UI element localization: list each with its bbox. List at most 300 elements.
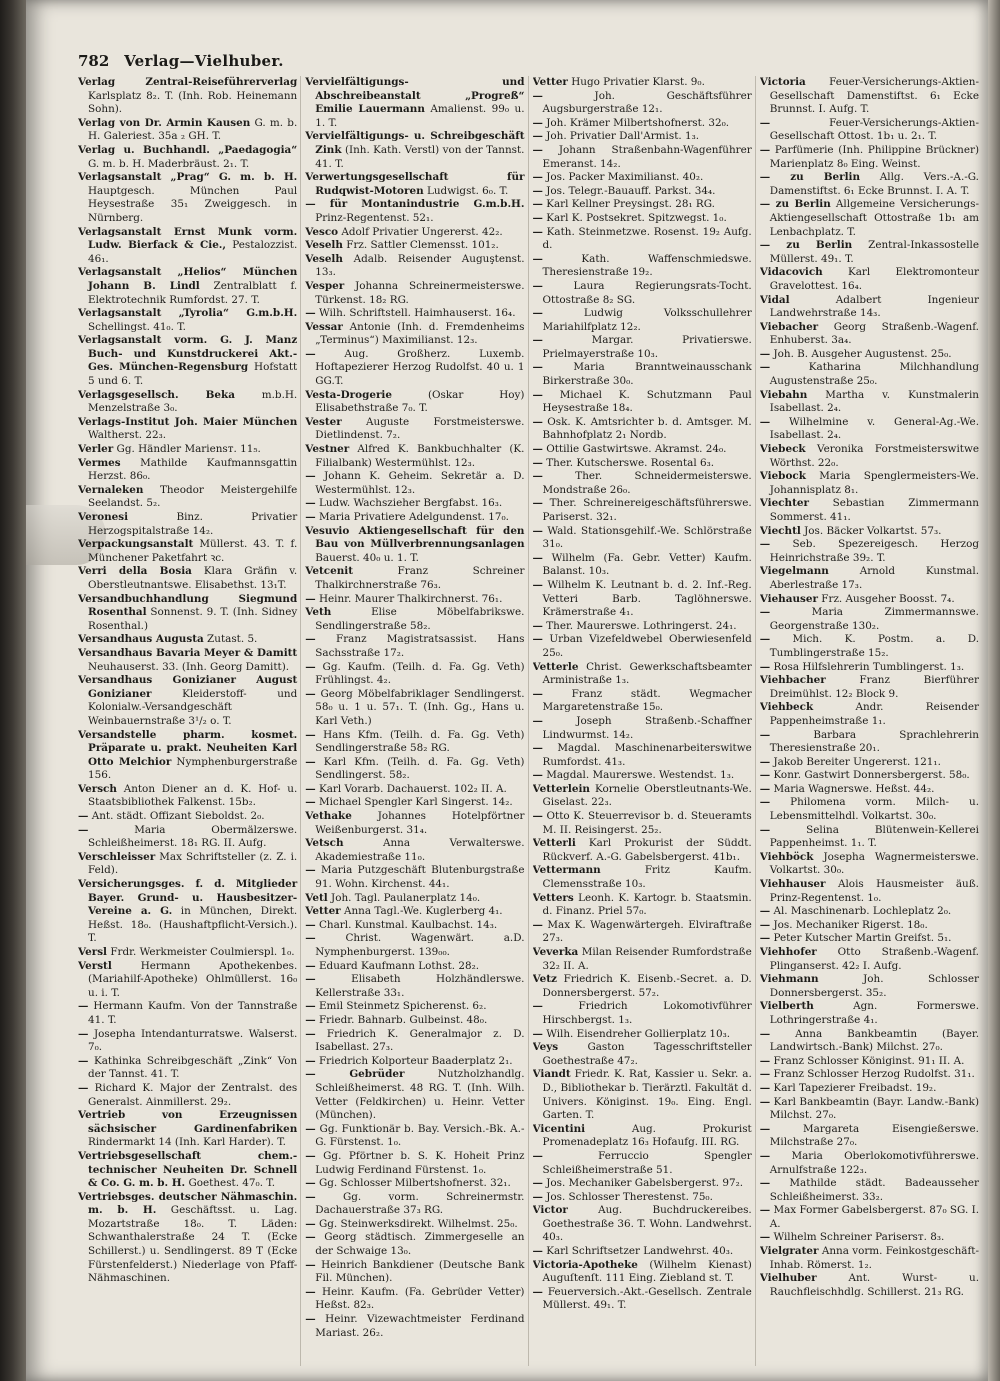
entry-name: — Gebrüder bbox=[305, 1068, 405, 1081]
entry-name: — bbox=[532, 497, 543, 510]
entry-name: Viehauser bbox=[759, 592, 818, 605]
directory-entry bbox=[533, 470, 752, 497]
entry-details: Gg. Steinwerksdirekt. Wilhelmst. 25₀. bbox=[318, 1217, 518, 1230]
entry-details: Gg. Kaufm. (Teilh. d. Fa. Gg. Veth) Frühlingst. 4₂. bbox=[315, 660, 525, 687]
directory-entry bbox=[533, 837, 752, 864]
directory-entry bbox=[305, 497, 524, 511]
directory-entry bbox=[305, 321, 524, 348]
entry-name: — bbox=[305, 1027, 316, 1040]
entry-name: Vetl bbox=[305, 891, 328, 904]
entry-details: Karl Bankbeamtin (Bayr. Landw.-Bank) Milchst. 27₀. bbox=[769, 1095, 979, 1122]
entry-details: Kath. Waffenschmiedswe. Theresienstraße 19₂. bbox=[542, 252, 752, 279]
entry-details: Hofstatt 5 und 6. T. bbox=[88, 361, 298, 388]
entry-name: — bbox=[759, 796, 771, 809]
entry-name: Vervielfältigungs- u. Schreibgeschäft Zink bbox=[305, 130, 525, 156]
entry-name: — bbox=[532, 742, 543, 755]
entry-name: — bbox=[759, 823, 771, 836]
directory-entry bbox=[305, 1218, 524, 1232]
directory-entry bbox=[305, 511, 524, 525]
entry-name: — bbox=[532, 1000, 543, 1013]
entry-name: — bbox=[305, 687, 316, 700]
entry-details: Pestalozzist. 46₁. bbox=[88, 239, 298, 265]
entry-details: Katharina Milchhandlung Augustenstraße 25₀. bbox=[769, 361, 979, 388]
directory-entry bbox=[760, 783, 979, 797]
directory-entry bbox=[533, 497, 752, 524]
entry-details: Philomena vorm. Milch- u. Lebensmittelhdl. Volkartst. 30₀. bbox=[769, 796, 980, 823]
entry-name: Vetterle bbox=[532, 660, 579, 673]
directory-entry bbox=[305, 1055, 524, 1069]
directory-entry bbox=[533, 1286, 752, 1313]
entry-details: Karl Kfm. (Teilh. d. Fa. Gg. Veth) Sendlingerst. 58₂. bbox=[315, 755, 525, 782]
entry-details: Franz Schreiner Thalkirchnerstraße 76₃. bbox=[315, 565, 525, 591]
entry-details: Franz Schlosser Königinst. 91₁ II. A. bbox=[773, 1054, 965, 1067]
entry-details: Johann Straßenbahn-Wagenführer Emeranst. 14₂. bbox=[542, 143, 752, 170]
entry-name: Viegelmann bbox=[759, 565, 829, 578]
entry-details: Karl Vorarb. Dachauerst. 102₂ II. A. bbox=[318, 782, 507, 795]
directory-entry bbox=[78, 307, 297, 334]
directory-entry bbox=[305, 1286, 524, 1313]
entry-details: Wilhelm K. Leutnant b. d. 2. Inf.-Reg. Vetteri Barb. Taglöhnerswe. Krämerstraße 4₁. bbox=[542, 578, 752, 619]
directory-entry bbox=[305, 76, 524, 130]
directory-entry bbox=[78, 647, 297, 674]
entry-details: Ther. Maurerswe. Lothringerst. 24₁. bbox=[546, 619, 737, 632]
entry-details: Aug. Prokurist Promenadeplatz 16₃ Hofaufg. III. RG. bbox=[542, 1122, 752, 1149]
entry-details: Laura Regierungsrats-Tocht. Ottostraße 8₂ SG. bbox=[542, 279, 752, 306]
directory-entry bbox=[78, 878, 297, 946]
entry-name: Verstl bbox=[78, 959, 112, 972]
entry-name: Verpackungsanstalt bbox=[78, 538, 194, 551]
entry-details: Friedrich Kolporteur Baaderplatz 2₁. bbox=[318, 1054, 513, 1067]
entry-name: Victoria bbox=[759, 76, 806, 88]
entry-details: Wilhelm Schreiner Parisersт. 8₃. bbox=[773, 1231, 945, 1244]
entry-details: Karl Schriftsetzer Landwehrst. 40₃. bbox=[546, 1245, 734, 1258]
entry-name: — bbox=[759, 116, 771, 129]
entry-details: Karl Tapezierer Freibadst. 19₂. bbox=[773, 1081, 937, 1094]
directory-entry bbox=[533, 1245, 752, 1259]
entry-name: — bbox=[305, 796, 316, 809]
entry-name: Verlag von Dr. Armin Kausen bbox=[78, 116, 251, 129]
directory-entry bbox=[760, 239, 979, 266]
entry-name: — bbox=[305, 307, 316, 320]
directory-entry bbox=[305, 783, 524, 797]
entry-name: — bbox=[305, 1054, 316, 1067]
entry-details: Anna Verwalterswe. Akademiestraße 11₀. bbox=[315, 837, 525, 863]
directory-entry bbox=[760, 497, 979, 524]
entry-details: Gg. Pförtner b. S. K. Hoheit Prinz Ludwig Ferdinand Fürstenst. 1₀. bbox=[315, 1149, 525, 1176]
entry-details: Christ. Wagenwärt. a.D. Nymphenburgerst. 139₀₀. bbox=[315, 932, 525, 958]
entry-name: — bbox=[532, 918, 543, 931]
entry-details: Zutast. 5. bbox=[207, 633, 258, 646]
directory-entry bbox=[305, 688, 524, 729]
directory-entry bbox=[533, 226, 752, 253]
entry-details: Franz städt. Wegmacher Margaretenstraße 15₀. bbox=[542, 687, 752, 714]
directory-entry bbox=[760, 946, 979, 973]
directory-entry bbox=[533, 185, 752, 199]
entry-name: — bbox=[759, 1068, 771, 1081]
directory-entry bbox=[305, 1123, 524, 1150]
entry-name: Viebacher bbox=[759, 320, 819, 333]
directory-entry bbox=[78, 851, 297, 878]
directory-entry bbox=[533, 919, 752, 946]
entry-name: Verlag u. Buchhandl. „Paedagogia“ bbox=[78, 143, 298, 156]
entry-name: Vesta-Drogerie bbox=[305, 388, 392, 401]
entry-name: — bbox=[532, 279, 543, 292]
entry-name: Vethake bbox=[305, 810, 352, 823]
entry-details: Richard K. Major der Zentralst. des Generalst. Ainmillerst. 29₂. bbox=[88, 1081, 298, 1108]
directory-entry bbox=[305, 565, 524, 592]
entry-name: — bbox=[532, 551, 543, 564]
entry-name: Vetter bbox=[532, 76, 568, 88]
entry-details: Leonh. K. Kartogr. b. Staatsmin. d. Finanz. Priel 57₀. bbox=[542, 891, 752, 918]
entry-name: Veys bbox=[532, 1041, 559, 1054]
entry-name: Verri della Bosia bbox=[78, 565, 192, 578]
entry-details: Jos. Packer Maximilianst. 40₂. bbox=[546, 171, 704, 184]
directory-entry bbox=[533, 769, 752, 783]
entry-details: Karl Kellner Preysingst. 28₁ RG. bbox=[546, 198, 715, 211]
directory-entry bbox=[305, 443, 524, 470]
directory-entry bbox=[760, 1082, 979, 1096]
entry-name: Viandt bbox=[532, 1068, 571, 1081]
entry-name: — bbox=[759, 1054, 771, 1067]
entry-details: Georg städtisch. Zimmergeselle an der Schwaige 13₀. bbox=[315, 1231, 525, 1258]
entry-name: — bbox=[759, 660, 771, 673]
entry-details: Elisabeth Holzhändlerswe. Kellerstraße 33₁. bbox=[315, 973, 525, 999]
entry-details: Friedrich Lokomotivführer Hirschbergst. 1₃. bbox=[542, 1000, 752, 1026]
directory-entry bbox=[78, 946, 297, 960]
directory-entry bbox=[533, 212, 752, 226]
entry-name: Veronesi bbox=[78, 511, 129, 523]
entry-name: Veverka bbox=[532, 946, 579, 958]
directory-entry bbox=[760, 538, 979, 565]
entry-details: Ludwigst. 6₀. T. bbox=[426, 184, 509, 197]
entry-details: Frz. Ausgeher Boosst. 7₄. bbox=[821, 592, 955, 605]
entry-details: m.b.H. Menzelstraße 3₀. bbox=[88, 388, 298, 415]
directory-entry bbox=[533, 1177, 752, 1191]
directory-entry bbox=[760, 633, 979, 660]
directory-entry bbox=[760, 661, 979, 675]
entry-name: Vestner bbox=[305, 443, 350, 456]
entry-details: Mich. K. Postm. a. D. Tumblingerstraße 15₂. bbox=[769, 633, 979, 659]
entry-details: Joh. B. Ausgeher Augustenst. 25₀. bbox=[773, 347, 952, 360]
entry-details: Magdal. Maschinenarbeiterswitwe Rumfordst. 41₃. bbox=[542, 742, 752, 768]
entry-name: — bbox=[532, 415, 543, 428]
directory-entry bbox=[305, 1177, 524, 1191]
entry-details: Joh. Tagl. Paulanerplatz 14₀. bbox=[331, 891, 481, 904]
entry-details: Urban Vizefeldwebel Oberwiesenfeld 25₀. bbox=[542, 633, 752, 659]
entry-name: Veselh bbox=[305, 252, 343, 265]
entry-details: Arnold Kunstmal. Aberlestraße 17₃. bbox=[769, 565, 979, 591]
entry-details: Max K. Wagenwärtergeh. Elviraftraße 27₃. bbox=[542, 918, 752, 945]
entry-details: Georg Straßenb.-Wagenf. Enhuberst. 3a₄. bbox=[769, 320, 979, 347]
entry-name: — für Montanindustrie G.m.b.H. bbox=[305, 198, 525, 211]
directory-entry bbox=[760, 76, 979, 117]
directory-entry bbox=[533, 973, 752, 1000]
directory-entry bbox=[533, 742, 752, 769]
directory-entry bbox=[533, 130, 752, 144]
directory-entry bbox=[760, 851, 979, 878]
directory-entry bbox=[760, 932, 979, 946]
directory-entry bbox=[760, 443, 979, 470]
entry-name: — bbox=[305, 347, 316, 360]
directory-entry bbox=[305, 1259, 524, 1286]
entry-details: Adalbert Ingenieur Landwehrstraße 14₃. bbox=[769, 293, 979, 320]
entry-name: — bbox=[759, 932, 771, 945]
entry-details: Anna Bankbeamtin (Bayer. Landwirtsch.-Bank) Milchst. 27₀. bbox=[769, 1027, 979, 1054]
entry-details: Frdr. Werkmeister Coulmierspl. 1₀. bbox=[110, 946, 295, 958]
entry-details: Konr. Gastwirt Donnersbergerst. 58₀. bbox=[773, 769, 970, 782]
entry-details: Peter Kutscher Martin Greifst. 5₁. bbox=[773, 932, 952, 945]
entry-details: (Inh. Kath. Verstl) von der Tannst. 41. T. bbox=[315, 143, 525, 170]
entry-details: Hugo Privatier Klarst. 9₀. bbox=[571, 76, 705, 88]
entry-details: Michael K. Schutzmann Paul Heysestraße 18₄. bbox=[542, 388, 752, 415]
entry-details: Fritz Kaufm. Clemensstraße 10₃. bbox=[542, 864, 752, 891]
directory-entry bbox=[760, 348, 979, 362]
entry-name: Viehhofer bbox=[759, 946, 817, 958]
directory-entry bbox=[533, 443, 752, 457]
directory-entry bbox=[760, 701, 979, 728]
entry-details: Maria Oberlokomotivführerswe. Arnulfstraße 122₃. bbox=[769, 1149, 979, 1176]
entry-name: — bbox=[305, 728, 316, 741]
entry-name: — bbox=[759, 143, 771, 156]
directory-entry bbox=[533, 633, 752, 660]
entry-name: — bbox=[759, 782, 771, 795]
entry-details: Parfümerie (Inh. Philippine Brückner) Marienplatz 8₀ Eing. Weinst. bbox=[769, 143, 980, 170]
entry-details: Otto Straßenb.-Wagenf. Plinganserst. 42₂ I. Aufg. bbox=[769, 946, 979, 972]
directory-entry bbox=[760, 1204, 979, 1231]
entry-name: Versandhaus Gonizianer August Gonizianer bbox=[78, 674, 298, 700]
entry-name: — bbox=[759, 633, 771, 646]
entry-name: Verschleisser bbox=[78, 850, 156, 863]
directory-entry bbox=[760, 565, 979, 592]
entry-name: — zu Berlin bbox=[759, 198, 831, 211]
directory-entry bbox=[760, 905, 979, 919]
entry-name: Vidal bbox=[759, 293, 790, 306]
entry-details: Andr. Reisender Pappenheimstraße 1₁. bbox=[769, 701, 979, 727]
directory-entry bbox=[533, 579, 752, 620]
entry-name: — bbox=[532, 116, 543, 129]
entry-details: Selina Blütenwein-Kellerei Pappenheimst. 1₁. T. bbox=[769, 823, 979, 850]
directory-entry bbox=[305, 416, 524, 443]
directory-entry bbox=[305, 960, 524, 974]
entry-name: — bbox=[759, 1122, 771, 1135]
directory-entry bbox=[305, 932, 524, 959]
directory-entry bbox=[533, 144, 752, 171]
entry-name: — bbox=[532, 334, 543, 347]
directory-entry bbox=[305, 810, 524, 837]
directory-entry bbox=[305, 470, 524, 497]
entry-details: Maria Obermälzerswe. Schleißheimerst. 18₁ RG. II. Aufg. bbox=[88, 823, 298, 850]
entry-details: Franz Bierführer Dreimühlst. 12₂ Block 9. bbox=[769, 674, 979, 700]
entry-details: Allgemeine Versicherungs-Aktiengesellschaft Ottostraße 1b₁ am Lenbachplatz. T. bbox=[769, 198, 979, 238]
entry-details: Kathinka Schreibgeschäft „Zink“ Von der Tannst. 41. T. bbox=[88, 1054, 298, 1081]
entry-name: — bbox=[759, 905, 771, 918]
entry-name: — bbox=[759, 1095, 771, 1108]
directory-entry bbox=[78, 266, 297, 307]
directory-entry bbox=[760, 1231, 979, 1245]
directory-entry bbox=[760, 769, 979, 783]
entry-details: Wilhelm (Fa. Gebr. Vetter) Kaufm. Balanst. 10₃. bbox=[542, 551, 752, 578]
directory-entry bbox=[533, 117, 752, 131]
directory-entry bbox=[305, 226, 524, 240]
entry-name: — bbox=[305, 959, 316, 972]
entry-details: Theodor Meistergehilfe Seelandst. 5₂. bbox=[88, 483, 298, 510]
entry-details: Anton Diener an d. K. Hof- u. Staatsbibliothek Falkenst. 15b₂. bbox=[88, 782, 298, 809]
entry-details: Ferruccio Spengler Schleißheimerstraße 51. bbox=[542, 1149, 752, 1176]
book-gutter bbox=[0, 0, 26, 1381]
directory-entry bbox=[760, 198, 979, 239]
directory-entry bbox=[78, 565, 297, 592]
entry-details: Geschäftsst. u. Lag. Mozartstraße 18₀. T. Läden: Schwanthalerstraße 24 T. (Ecke Schillerst.) u. Sendlingerst. 89 T (Ecke Fürstenfelderst.) Niederlage von Pfaff-Nähmaschinen. bbox=[88, 1204, 298, 1285]
directory-entry bbox=[760, 266, 979, 293]
directory-entry bbox=[305, 239, 524, 253]
directory-entry bbox=[533, 552, 752, 579]
entry-details: Karl Prokurist der Süddt. Rückverf. A.-G. Gabelsbergerst. 41b₁. bbox=[542, 837, 752, 863]
entry-details: Charl. Kunstmal. Kaulbachst. 14₃. bbox=[318, 918, 498, 931]
entry-name: — bbox=[532, 171, 543, 184]
entry-details: G. m. b. H. Galeriest. 35a ₂ GH. T. bbox=[88, 116, 298, 143]
entry-name: — bbox=[759, 728, 771, 741]
entry-details: Frz. Sattler Clemensst. 101₂. bbox=[346, 239, 499, 252]
directory-entry bbox=[533, 389, 752, 416]
entry-name: Vester bbox=[305, 415, 342, 428]
directory-entry bbox=[78, 1000, 297, 1027]
entry-details: Ther. Schneidermeisterswe. Mondstraße 26₀. bbox=[542, 470, 752, 496]
entry-name: Vicentini bbox=[532, 1122, 586, 1135]
entry-name: — bbox=[78, 1000, 89, 1013]
directory-entry bbox=[760, 1177, 979, 1204]
column-3 bbox=[533, 76, 756, 1366]
directory-entry bbox=[533, 1068, 752, 1122]
column-1 bbox=[78, 76, 301, 1366]
entry-details: Waltherst. 22₃. bbox=[88, 429, 167, 442]
directory-entry bbox=[760, 973, 979, 1000]
directory-entry bbox=[760, 525, 979, 539]
directory-entry bbox=[533, 1191, 752, 1205]
directory-entry bbox=[305, 389, 524, 416]
directory-entry bbox=[760, 389, 979, 416]
entry-details: Gg. vorm. Schreinermstr. Dachauerstraße 37₃ RG. bbox=[315, 1190, 525, 1217]
directory-entry bbox=[78, 1191, 297, 1286]
directory-entry bbox=[533, 280, 752, 307]
entry-name: Vetz bbox=[532, 973, 557, 986]
entry-details: Magdal. Maurerswe. Westendst. 1₃. bbox=[546, 769, 735, 782]
directory-entry bbox=[760, 1245, 979, 1272]
entry-name: — bbox=[305, 1149, 316, 1162]
entry-name: Vermes bbox=[78, 456, 121, 469]
entry-name: — bbox=[305, 782, 316, 795]
entry-details: Sebastian Zimmermann Sommerst. 41₁. bbox=[769, 497, 979, 523]
directory-entry bbox=[533, 688, 752, 715]
entry-name: Viehmann bbox=[759, 973, 819, 986]
entry-name: — bbox=[78, 1027, 89, 1040]
entry-details: Nymphenburgerstraße 156. bbox=[88, 755, 298, 782]
entry-name: Vielgrater bbox=[759, 1245, 819, 1258]
directory-entry bbox=[533, 946, 752, 973]
entry-name: Versandhaus Bavaria Meyer & Damitt bbox=[78, 646, 298, 659]
entry-name: — bbox=[305, 633, 316, 646]
entry-name: — bbox=[759, 918, 771, 931]
entry-name: — bbox=[759, 755, 771, 768]
directory-entry bbox=[760, 1068, 979, 1082]
entry-name: — bbox=[305, 470, 316, 483]
entry-name: Vidacovich bbox=[759, 266, 823, 279]
entry-name: — bbox=[305, 864, 316, 877]
page-edge bbox=[988, 0, 1000, 1381]
entry-details: Auguste Forstmeisterswe. Dietlindenst. 7₂. bbox=[315, 415, 525, 442]
entry-name: Vetters bbox=[532, 891, 574, 904]
entry-name: Versandbuchhandlung Siegmund Rosenthal bbox=[78, 592, 298, 619]
directory-entry bbox=[78, 76, 297, 117]
directory-entry bbox=[760, 294, 979, 321]
entry-details: Antonie (Inh. d. Fremdenheims „Terminus“) Maximilianst. 12₃. bbox=[315, 320, 525, 347]
entry-details: Heinr. Vizewachtmeister Ferdinand Mariast. 26₂. bbox=[315, 1313, 525, 1339]
entry-name: — bbox=[78, 1081, 89, 1094]
directory-entry bbox=[305, 171, 524, 198]
entry-name: Viebock bbox=[759, 470, 806, 483]
entry-details: Christ. Gewerkschaftsbeamter Arministraße 1₃. bbox=[542, 660, 752, 687]
entry-details: Zentralblatt f. Elektrotechnik Rumfordst. 27. T. bbox=[88, 279, 298, 306]
directory-entry bbox=[78, 443, 297, 457]
directory-entry bbox=[760, 321, 979, 348]
directory-entry bbox=[760, 1055, 979, 1069]
entry-name: — bbox=[532, 89, 543, 102]
entry-details: Maria Putzgeschäft Blutenburgstraße 91. Wohn. Kirchenst. 44₁. bbox=[315, 864, 525, 891]
directory-entry bbox=[533, 661, 752, 688]
entry-details: in München, Direkt. Heßst. 18₀. (Haushaftpflicht-Versich.). T. bbox=[88, 905, 298, 945]
directory-entry bbox=[78, 1082, 297, 1109]
entry-details: Ant. städt. Offizant Sieboldst. 2₀. bbox=[91, 810, 265, 823]
directory-entry bbox=[78, 457, 297, 484]
entry-details: Prinz-Regentenst. 52₁. bbox=[315, 211, 434, 224]
entry-name: — bbox=[532, 619, 543, 632]
directory-entry bbox=[760, 824, 979, 851]
entry-name: — bbox=[532, 307, 543, 320]
entry-name: Vertriebsges. deutscher Nähmaschin. m. b. H. bbox=[78, 1190, 298, 1217]
entry-details: Binz. Privatier Herzogspitalstraße 14₂. bbox=[88, 511, 298, 537]
directory-entry bbox=[533, 1041, 752, 1068]
entry-name: — bbox=[759, 415, 771, 428]
entry-name: — bbox=[532, 769, 543, 782]
entry-name: Verler bbox=[78, 443, 114, 456]
entry-details: Gg. Funktionär b. Bay. Versich.-Bk. A.-G. Fürstenst. 1₀. bbox=[315, 1122, 525, 1149]
entry-name: Verlagsanstalt „Helios“ München Johann B. Lindl bbox=[78, 266, 298, 292]
entry-name: Vielhuber bbox=[759, 1272, 817, 1285]
entry-name: Viehbeck bbox=[759, 701, 814, 714]
entry-name: Viebeck bbox=[759, 443, 806, 456]
entry-details: Hermann Kaufm. Von der Tannstraße 41. T. bbox=[88, 1000, 298, 1026]
entry-name: — bbox=[532, 211, 543, 224]
entry-details: Goethest. 47₀. T. bbox=[188, 1177, 276, 1190]
entry-name: Vertrieb von Erzeugnissen sächsischer Gardinenfabriken bbox=[78, 1109, 298, 1135]
entry-details: (Oskar Hoy) Elisabethstraße 7₀. T. bbox=[315, 388, 525, 415]
entry-name: — zu Berlin bbox=[759, 239, 853, 252]
entry-name: Verlagsanstalt „Prag“ G. m. b. H. bbox=[78, 171, 298, 184]
directory-entry bbox=[305, 1191, 524, 1218]
entry-details: Ther. Kutscherswe. Rosental 6₃. bbox=[546, 456, 715, 469]
entry-details: Gaston Tagesschriftsteller Goethestraße 47₂. bbox=[542, 1041, 752, 1067]
entry-details: Johannes Hotelpförtner Weißenburgerst. 31₄. bbox=[315, 810, 525, 836]
directory-entry bbox=[760, 1000, 979, 1027]
entry-details: Kleiderstoff- und Kolonialw.-Versandgeschäft Weinbauernstraße 3¹/₂ o. T. bbox=[88, 687, 298, 727]
directory-entry bbox=[305, 253, 524, 280]
entry-name: — bbox=[532, 1027, 543, 1040]
entry-name: — bbox=[532, 810, 543, 823]
entry-name: — bbox=[532, 1190, 543, 1203]
entry-name: — bbox=[759, 1149, 771, 1162]
entry-details: Alois Hausmeister äuß. Prinz-Regentenst. 1₀. bbox=[769, 878, 979, 904]
directory-entry bbox=[78, 538, 297, 565]
entry-name: Vetterlein bbox=[532, 782, 590, 795]
